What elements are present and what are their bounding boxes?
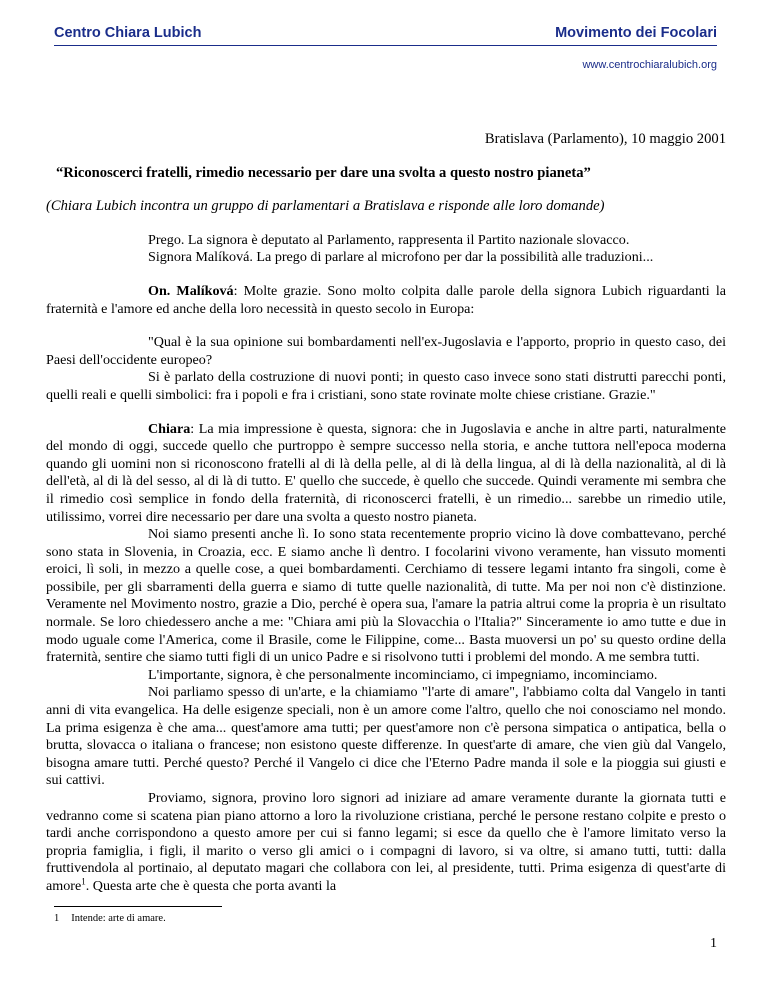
paragraph-malikova bbox=[46, 283, 726, 318]
footnote-text: Intende: arte di amare. bbox=[71, 913, 166, 924]
quote-question-2: Si è parlato della costruzione di nuovi ponti; in questo caso invece sono stati distrutti parecchi ponti, quelli reali e quelli simbolici: fra i popoli e fra i cristiani, sono state rovinate molte chiese cristiane. Grazie." bbox=[46, 369, 726, 403]
paragraph-tail: . Questa arte che è questa che porta avanti la bbox=[85, 877, 337, 894]
speaker-name: Chiara bbox=[148, 420, 191, 437]
intro-block bbox=[46, 232, 726, 267]
paragraph-text: : Molte grazie. Sono molto colpita dalle parole della signora Lubich riguardanti la fraternità e l'amore ed anche della loro necessità in questo secolo in Europa: bbox=[46, 282, 726, 317]
document-body bbox=[46, 131, 726, 896]
header-org-right: Movimento dei Focolari bbox=[555, 25, 717, 41]
page-number: 1 bbox=[710, 936, 717, 951]
paragraph-text: Proviamo, signora, provino loro signori ad iniziare ad amare veramente durante la giornata tutti e vedranno come si scatena pian piano attorno a loro la rivoluzione cristiana, perché le persone restano colpite e presto o tardi anche corrispondono a questo amore per cui si fanno legami; si esce da quello che è l'amore limitato verso la propria famiglia, i figli, il marito o verso gli amici o i compagni di lavoro, si va oltre, si amano tutti, tutti: dalla fruttivendola al portinaio, al deputato magari che collabora con lei, al presidente, tutti. Prima esigenza di quest'arte di amore bbox=[46, 790, 726, 894]
footnote-divider bbox=[54, 906, 222, 907]
speaker-name: On. Malíková bbox=[148, 282, 234, 299]
document-title: “Riconoscerci fratelli, rimedio necessario per dare una svolta a questo nostro pianeta” bbox=[56, 164, 591, 181]
paragraph-4: L'importante, signora, è che personalmente incominciamo, ci impegniamo, incominciamo. bbox=[148, 666, 658, 683]
footnote bbox=[54, 913, 166, 924]
quote-question-1: "Qual è la sua opinione sui bombardamenti nell'ex-Jugoslavia e l'apporto, proprio in questo caso, dei Paesi dell'occidente europeo? bbox=[46, 334, 726, 368]
footnote-number: 1 bbox=[54, 913, 60, 924]
paragraph-6 bbox=[46, 790, 726, 896]
document-subtitle: (Chiara Lubich incontra un gruppo di parlamentari a Bratislava e risponde alle loro domande) bbox=[46, 198, 605, 215]
header-org-left: Centro Chiara Lubich bbox=[54, 25, 202, 41]
paragraph-text: : La mia impressione è questa, signora: che in Jugoslavia e anche in altre parti, naturalmente del mondo di oggi, succede quello che purtroppo è sempre successo nella storia, e anche tuttora nell'epoca moderna quando gli uomini non si riconoscono fratelli al di là della pelle, al di là della lingua, al di là della nazionalità, al di là dell'età, al di là del sesso, al di là di tutto. E' quello che succede, è quello che succede. Quindi veramente mi sembra che il rimedio così semplice in fondo della fraternità, di riconoscerci fratelli, è un rimedio... sarebbe un rimedio utile, utilissimo, vorrei dire necessario per dare una svolta a questo nostro pianeta. bbox=[46, 420, 726, 525]
dateline: Bratislava (Parlamento), 10 maggio 2001 bbox=[484, 131, 726, 147]
intro-line-1: Prego. La signora è deputato al Parlamento, rappresenta il Partito nazionale slovacco. bbox=[148, 231, 630, 248]
paragraph-chiara bbox=[46, 421, 726, 527]
header-divider bbox=[54, 45, 717, 46]
paragraph-5: Noi parliamo spesso di un'arte, e la chiamiamo "l'arte di amare", l'abbiamo colta dal Vangelo in tanti anni di vita evangelica. Ha delle esigenze speciali, non è un amore come l'altro, quello che noi conosciamo nel mondo. La prima esigenza è che ama... quest'amore ama tutti; per quest'amore non c'è persona simpatica o antipatica, bella o brutta, slovacca o italiana o francese; non esistono queste differenze. In quest'arte di amare, che vien giù dal Vangelo, bisogna amare tutti. Perché questo? Perché il Vangelo ci dice che l'Eterno Padre manda il sole e la pioggia sui giusti e sui cattivi. bbox=[46, 684, 726, 789]
header-url-link[interactable]: www.centrochiaralubich.org bbox=[582, 59, 717, 71]
paragraph-3: Noi siamo presenti anche lì. Io sono stata recentemente proprio vicino là dove combattevano, perché sono stata in Slovenia, in Croazia, ecc. E siamo anche lì dentro. I focolarini vivono veramente, han vissuto momenti eroici, lì soli, in mezzo a quelle cose, a quei bombardamenti. Cerchiamo di tessere legami intanto fra singoli, come è possibile, per gli sbarramenti della guerra e siamo di tutte quelle nazionalità, di tutte. Ma per noi non c'è distinzione. Veramente nel Movimento nostro, grazie a Dio, perché è opera sua, l'amare la patria altrui come la propria è un risultato normale. Se loro chiedessero anche a me: "Chiara ami più la Slovacchia o l'Italia?" Sinceramente io amo tutte e due in modo uguale come l'America, come il Brasile, come le Filippine, come... Basta muoversi un po' su questo ordine della fraternità, sentire che siamo tutti figli di un unico Padre e si risolvono tutti i problemi del mondo. A me sembra tutti. bbox=[46, 526, 726, 666]
intro-line-2: Signora Malíková. La prego di parlare al microfono per dar la possibilità alle traduzioni... bbox=[148, 249, 654, 266]
footnote-reference[interactable]: 1 bbox=[81, 876, 86, 887]
